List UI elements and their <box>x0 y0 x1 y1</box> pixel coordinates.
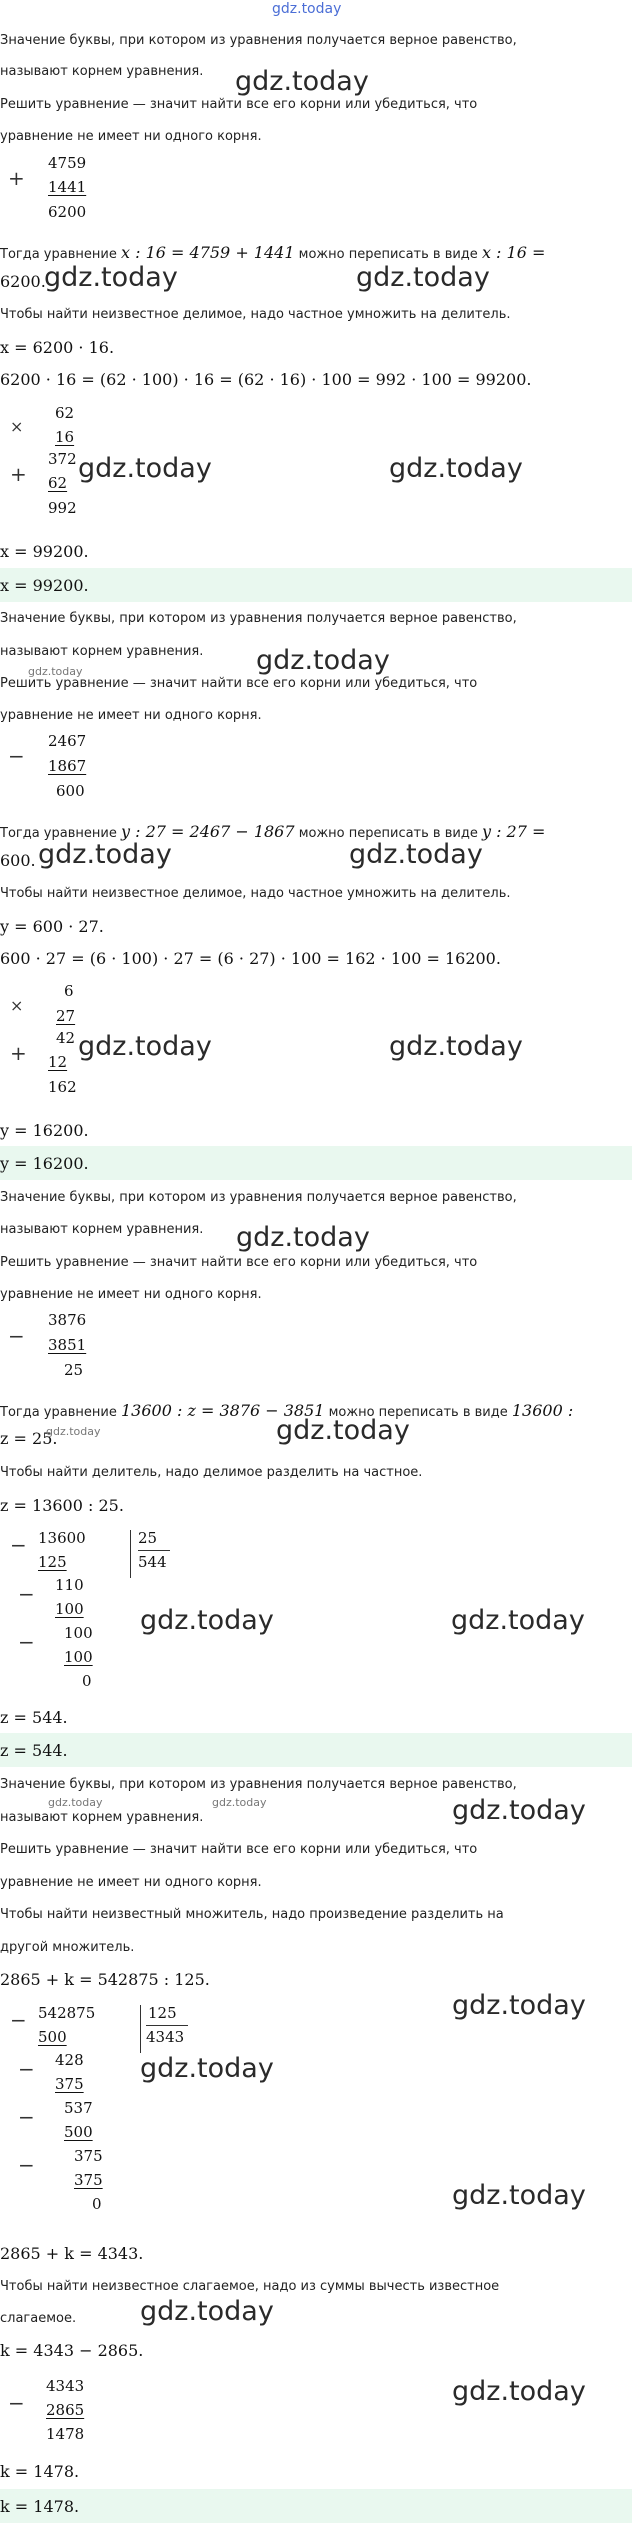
watermark: gdz.today <box>140 1605 274 1636</box>
result-line: k = 1478. <box>0 2462 80 2481</box>
division-minus: − <box>10 1533 27 1557</box>
rule-factor-line1: Чтобы найти неизвестный множитель, надо произведение разделить на <box>0 1907 504 1922</box>
rewrite-line-end: z = 25. <box>0 1429 58 1448</box>
answer: z = 544. <box>0 1741 68 1760</box>
column-operator: + <box>8 166 25 190</box>
division-quotient: 4343 <box>146 2028 185 2046</box>
definition-solve-line2: уравнение не имеет ни одного корня. <box>0 129 262 144</box>
watermark: gdz.today <box>452 2180 586 2211</box>
division-row: 110 <box>55 1576 84 1594</box>
watermark: gdz.today <box>349 839 483 870</box>
add-operator: + <box>10 1041 27 1065</box>
partial-product-1: 42 <box>56 1029 76 1047</box>
rewrite-line: Тогда уравнение y : 27 = 2467 − 1867 можно переписать в виде y : 27 = <box>0 822 546 841</box>
answer: y = 16200. <box>0 1154 89 1173</box>
answer: k = 1478. <box>0 2497 80 2516</box>
rewrite-line-end: 600. <box>0 851 36 870</box>
division-row: 500 <box>64 2123 93 2141</box>
watermark: gdz.today <box>451 1605 585 1636</box>
answer-highlight <box>0 1733 632 1767</box>
column-operand-b: 2865 <box>46 2401 85 2419</box>
answer-highlight <box>0 2489 632 2523</box>
rewrite-line-end: 6200. <box>0 272 46 291</box>
partial-product-2: 12 <box>48 1053 68 1071</box>
division-dividend: 13600 <box>38 1529 86 1547</box>
column-operand-a: 4343 <box>46 2377 85 2395</box>
equation-step: y = 600 · 27. <box>0 917 104 936</box>
watermark: gdz.today <box>38 839 172 870</box>
product-result: 162 <box>48 1078 77 1096</box>
definition-solve-line2: уравнение не имеет ни одного корня. <box>0 708 262 723</box>
equation-step: z = 13600 : 25. <box>0 1496 124 1515</box>
watermark: gdz.today <box>140 2053 274 2084</box>
watermark: gdz.today <box>452 2376 586 2407</box>
division-minus: − <box>10 2008 27 2032</box>
watermark-top: gdz.today <box>272 1 342 17</box>
definition-root-line2: называют корнем уравнения. <box>0 64 204 79</box>
multiply-a: 62 <box>55 404 75 422</box>
division-row: 375 <box>74 2171 103 2189</box>
equation-step: 600 · 27 = (6 · 100) · 27 = (6 · 27) · 100 = 162 · 100 = 16200. <box>0 949 501 968</box>
definition-root-line2: называют корнем уравнения. <box>0 1810 204 1825</box>
division-row: 375 <box>74 2147 103 2165</box>
multiply-b: 16 <box>55 428 75 446</box>
answer: x = 99200. <box>0 576 89 595</box>
watermark: gdz.today <box>389 1031 523 1062</box>
division-bracket <box>130 1530 131 1578</box>
column-operand-a: 4759 <box>48 154 87 172</box>
division-divisor-line <box>146 2025 188 2026</box>
column-result: 6200 <box>48 203 87 221</box>
definition-root-line1: Значение буквы, при котором из уравнения получается верное равенство, <box>0 33 517 48</box>
column-operand-b: 1867 <box>48 757 87 775</box>
column-result: 1478 <box>46 2425 85 2443</box>
division-row: 0 <box>92 2195 102 2213</box>
definition-root-line1: Значение буквы, при котором из уравнения получается верное равенство, <box>0 1777 517 1792</box>
definition-root-line1: Значение буквы, при котором из уравнения получается верное равенство, <box>0 611 517 626</box>
definition-root-line2: называют корнем уравнения. <box>0 644 204 659</box>
rule-dividend: Чтобы найти неизвестное делимое, надо частное умножить на делитель. <box>0 886 511 901</box>
multiply-b: 27 <box>56 1007 76 1025</box>
rule-addend-line1: Чтобы найти неизвестное слагаемое, надо из суммы вычесть известное <box>0 2279 500 2294</box>
rewrite-line: Тогда уравнение x : 16 = 4759 + 1441 можно переписать в виде x : 16 = <box>0 243 546 262</box>
division-minus: − <box>18 1582 35 1606</box>
division-row: 428 <box>55 2051 84 2069</box>
watermark: gdz.today <box>236 1222 370 1253</box>
partial-product-2: 62 <box>48 474 68 492</box>
definition-solve-line1: Решить уравнение — значит найти все его корни или убедиться, что <box>0 97 478 112</box>
division-row: 375 <box>55 2075 84 2093</box>
watermark: gdz.today <box>235 66 369 97</box>
multiply-operator: × <box>10 996 24 1015</box>
multiply-a: 6 <box>64 982 74 1000</box>
column-operand-b: 3851 <box>48 1336 87 1354</box>
division-divisor: 25 <box>138 1529 158 1547</box>
watermark: gdz.today <box>389 453 523 484</box>
equation-step: 6200 · 16 = (62 · 100) · 16 = (62 · 16) · 100 = 992 · 100 = 99200. <box>0 370 532 389</box>
division-minus: − <box>18 2153 35 2177</box>
division-row: 100 <box>64 1624 93 1642</box>
division-row: 100 <box>64 1648 93 1666</box>
watermark: gdz.today <box>276 1415 410 1446</box>
division-row: 500 <box>38 2028 67 2046</box>
division-bracket <box>140 2005 141 2053</box>
column-operator: − <box>8 744 25 768</box>
equation-step: 2865 + k = 542875 : 125. <box>0 1970 210 1989</box>
result-line: z = 544. <box>0 1708 68 1727</box>
equation-step: x = 6200 · 16. <box>0 338 115 357</box>
rewrite-line: Тогда уравнение 13600 : z = 3876 − 3851 можно переписать в виде 13600 : <box>0 1401 574 1420</box>
watermark: gdz.today <box>78 1031 212 1062</box>
division-dividend: 542875 <box>38 2004 96 2022</box>
rule-divisor: Чтобы найти делитель, надо делимое разделить на частное. <box>0 1465 423 1480</box>
result-line: y = 16200. <box>0 1121 89 1140</box>
division-minus: − <box>18 2105 35 2129</box>
watermark: gdz.today <box>452 1990 586 2021</box>
watermark: gdz.today <box>44 262 178 293</box>
definition-solve-line1: Решить уравнение — значит найти все его корни или убедиться, что <box>0 676 478 691</box>
definition-solve-line1: Решить уравнение — значит найти все его корни или убедиться, что <box>0 1842 478 1857</box>
division-minus: − <box>18 2057 35 2081</box>
definition-root-line1: Значение буквы, при котором из уравнения получается верное равенство, <box>0 1190 517 1205</box>
division-row: 0 <box>82 1672 92 1690</box>
rule-addend-line2: слагаемое. <box>0 2311 77 2326</box>
result-line: x = 99200. <box>0 542 89 561</box>
multiply-operator: × <box>10 417 24 436</box>
column-operand-b: 1441 <box>48 178 87 196</box>
definition-solve-line1: Решить уравнение — значит найти все его корни или убедиться, что <box>0 1255 478 1270</box>
rule-factor-line2: другой множитель. <box>0 1940 135 1955</box>
division-row: 125 <box>38 1553 67 1571</box>
partial-product-1: 372 <box>48 450 77 468</box>
watermark: gdz.today <box>256 645 390 676</box>
watermark-small: gdz.today <box>48 1796 103 1809</box>
division-quotient: 544 <box>138 1553 167 1571</box>
watermark: gdz.today <box>140 2296 274 2327</box>
division-minus: − <box>18 1630 35 1654</box>
definition-solve-line2: уравнение не имеет ни одного корня. <box>0 1875 262 1890</box>
column-result: 25 <box>64 1361 84 1379</box>
watermark-small: gdz.today <box>28 665 83 678</box>
watermark-small: gdz.today <box>46 1425 101 1438</box>
add-operator: + <box>10 462 27 486</box>
watermark: gdz.today <box>78 453 212 484</box>
watermark-small: gdz.today <box>212 1796 267 1809</box>
equation-step: 2865 + k = 4343. <box>0 2244 144 2263</box>
definition-root-line2: называют корнем уравнения. <box>0 1222 204 1237</box>
answer-highlight <box>0 568 632 602</box>
rule-dividend: Чтобы найти неизвестное делимое, надо частное умножить на делитель. <box>0 307 511 322</box>
column-operand-a: 3876 <box>48 1311 87 1329</box>
watermark: gdz.today <box>356 262 490 293</box>
division-divisor: 125 <box>148 2004 177 2022</box>
division-row: 100 <box>55 1600 84 1618</box>
division-divisor-line <box>138 1550 170 1551</box>
column-operator: − <box>8 1324 25 1348</box>
watermark: gdz.today <box>452 1795 586 1826</box>
definition-solve-line2: уравнение не имеет ни одного корня. <box>0 1287 262 1302</box>
division-row: 537 <box>64 2099 93 2117</box>
product-result: 992 <box>48 499 77 517</box>
column-operator: − <box>8 2391 25 2415</box>
answer-highlight <box>0 1146 632 1180</box>
column-result: 600 <box>56 782 85 800</box>
column-operand-a: 2467 <box>48 732 87 750</box>
equation-step: k = 4343 − 2865. <box>0 2341 144 2360</box>
